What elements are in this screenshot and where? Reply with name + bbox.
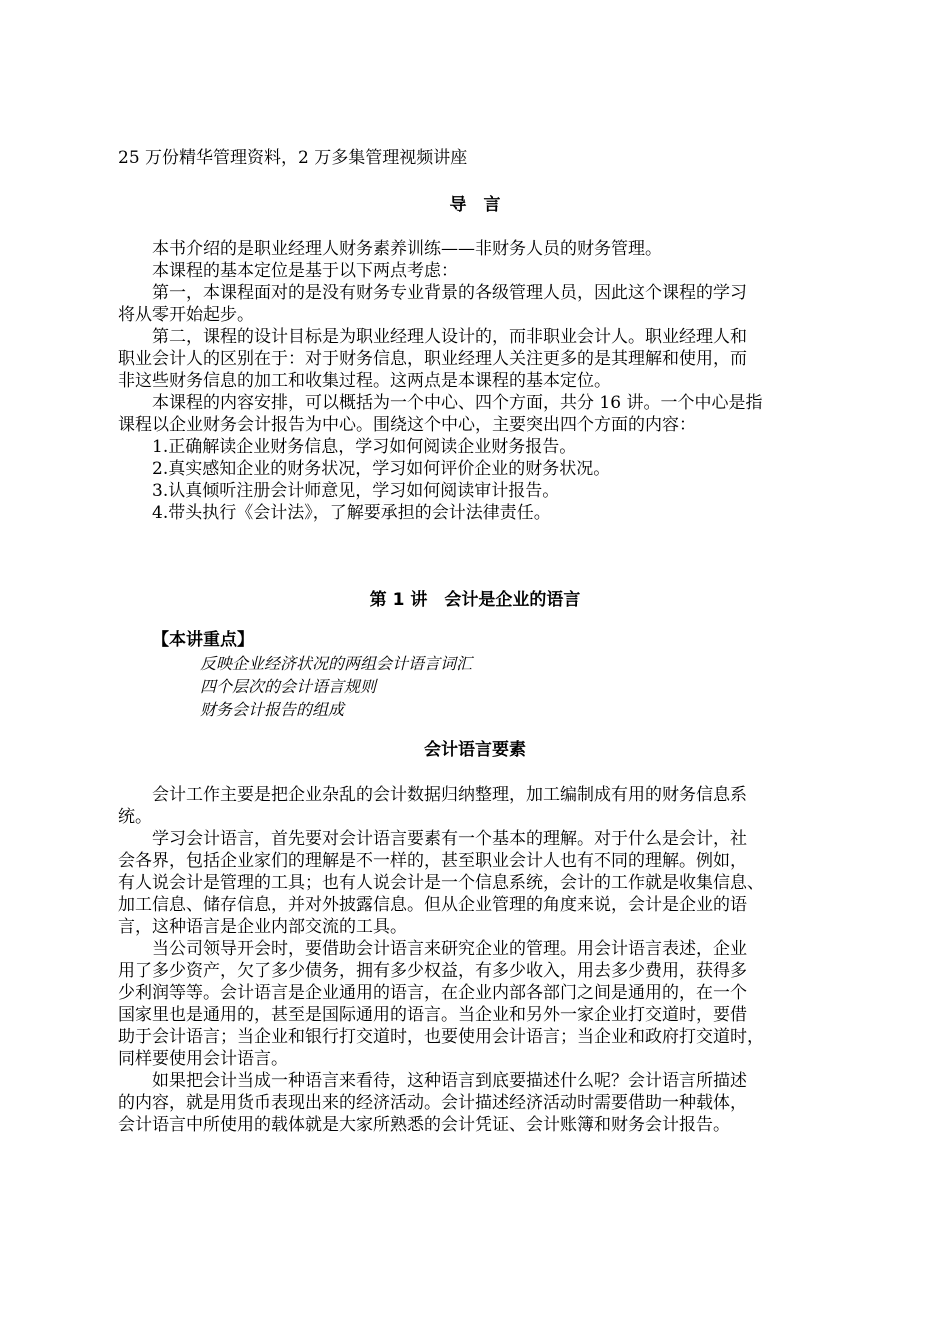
section-paragraph-line: 如果把会计当成一种语言来看待，这种语言到底要描述什么呢？会计语言所描述 (152, 1071, 747, 1091)
section-paragraph-line: 同样要使用会计语言。 (118, 1049, 288, 1069)
intro-paragraph-line: 职业会计人的区别在于：对于财务信息，职业经理人关注更多的是其理解和使用，而 (118, 349, 747, 369)
intro-list-item: 2.真实感知企业的财务状况，学习如何评价企业的财务状况。 (152, 459, 611, 479)
section-paragraph-line: 用了多少资产，欠了多少债务，拥有多少权益，有多少收入，用去多少费用，获得多 (118, 961, 747, 981)
intro-title: 导 言 (449, 195, 501, 215)
section-paragraph-line: 统。 (118, 807, 152, 827)
section-paragraph-line: 会各界，包括企业家们的理解是不一样的，甚至职业会计人也有不同的理解。例如， (118, 851, 747, 871)
intro-paragraph-line: 本课程的基本定位是基于以下两点考虑： (152, 261, 458, 281)
section-paragraph-line: 助于会计语言；当企业和银行打交道时，也要使用会计语言；当企业和政府打交道时， (118, 1027, 764, 1047)
section-paragraph-line: 会计工作主要是把企业杂乱的会计数据归纳整理，加工编制成有用的财务信息系 (152, 785, 747, 805)
section-paragraph-line: 加工信息、储存信息，并对外披露信息。但从企业管理的角度来说，会计是企业的语 (118, 895, 747, 915)
section-paragraph-line: 言，这种语言是企业内部交流的工具。 (118, 917, 407, 937)
intro-list-item: 1.正确解读企业财务信息，学习如何阅读企业财务报告。 (152, 437, 577, 457)
lecture-title: 第 1 讲 会计是企业的语言 (369, 590, 581, 610)
intro-paragraph-line: 将从零开始起步。 (118, 305, 254, 325)
key-point-item: 四个层次的会计语言规则 (200, 677, 377, 696)
intro-paragraph-line: 课程以企业财务会计报告为中心。围绕这个中心，主要突出四个方面的内容： (118, 415, 696, 435)
intro-paragraph-line: 本书介绍的是职业经理人财务素养训练——非财务人员的财务管理。 (152, 239, 662, 259)
key-points-title: 【本讲重点】 (152, 630, 254, 650)
section-paragraph-line: 会计语言中所使用的载体就是大家所熟悉的会计凭证、会计账簿和财务会计报告。 (118, 1115, 730, 1135)
intro-paragraph-line: 非这些财务信息的加工和收集过程。这两点是本课程的基本定位。 (118, 371, 611, 391)
intro-list-item: 3.认真倾听注册会计师意见，学习如何阅读审计报告。 (152, 481, 560, 501)
section-title: 会计语言要素 (424, 740, 526, 760)
intro-list-item: 4.带头执行《会计法》，了解要承担的会计法律责任。 (152, 503, 551, 523)
key-point-item: 反映企业经济状况的两组会计语言词汇 (200, 654, 473, 673)
header-line: 25 万份精华管理资料，2 万多集管理视频讲座 (118, 148, 468, 168)
intro-paragraph-line: 第一，本课程面对的是没有财务专业背景的各级管理人员，因此这个课程的学习 (152, 283, 747, 303)
section-paragraph-line: 少利润等等。会计语言是企业通用的语言，在企业内部各部门之间是通用的，在一个 (118, 983, 747, 1003)
section-paragraph-line: 当公司领导开会时，要借助会计语言来研究企业的管理。用会计语言表述，企业 (152, 939, 747, 959)
section-paragraph-line: 国家里也是通用的，甚至是国际通用的语言。当企业和另外一家企业打交道时，要借 (118, 1005, 747, 1025)
intro-paragraph-line: 本课程的内容安排，可以概括为一个中心、四个方面，共分 16 讲。一个中心是指 (152, 393, 763, 413)
section-paragraph-line: 的内容，就是用货币表现出来的经济活动。会计描述经济活动时需要借助一种载体， (118, 1093, 747, 1113)
intro-paragraph-line: 第二，课程的设计目标是为职业经理人设计的，而非职业会计人。职业经理人和 (152, 327, 747, 347)
key-point-item: 财务会计报告的组成 (200, 700, 345, 719)
section-paragraph-line: 有人说会计是管理的工具；也有人说会计是一个信息系统，会计的工作就是收集信息、 (118, 873, 764, 893)
section-paragraph-line: 学习会计语言，首先要对会计语言要素有一个基本的理解。对于什么是会计，社 (152, 829, 747, 849)
